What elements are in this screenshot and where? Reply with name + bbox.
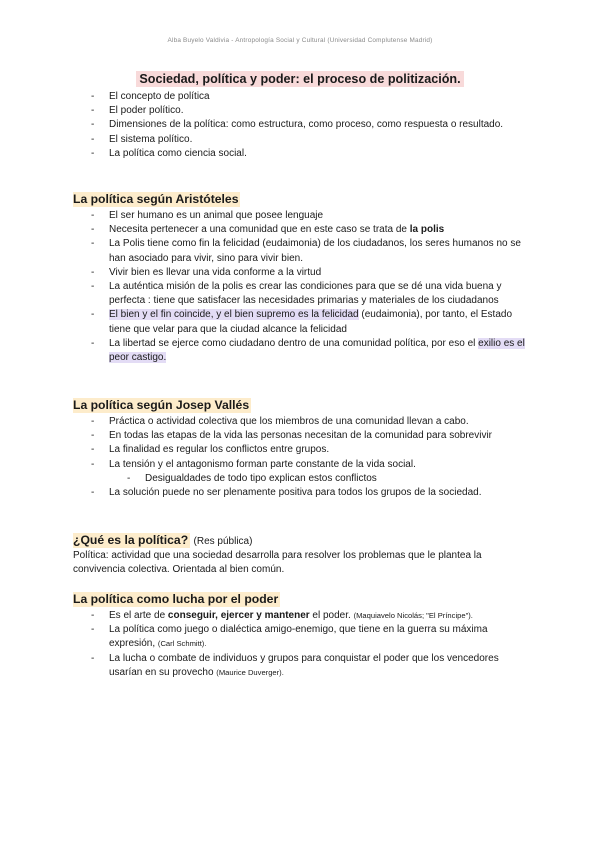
list-item: - El ser humano es un animal que posee lenguaje: [91, 209, 531, 223]
lucha-list: [91, 609, 511, 680]
list-item-text: La lucha o combate de individuos y grupos para conquistar el poder que los vencedores usarían en su provecho: [109, 652, 499, 678]
list-item: - En todas las etapas de la vida las personas necesitan de la comunidad para sobrevivir: [91, 429, 531, 443]
section-heading-text: ¿Qué es la política?: [73, 533, 189, 547]
document-title: [0, 72, 600, 86]
list-item: - La auténtica misión de la polis es crear las condiciones para que se dé una vida buena y perfecta : tiene que satisfacer las necesidades primarias y materiales de los ciudadanos: [91, 280, 531, 308]
list-item: [91, 308, 531, 336]
section-heading-valles: [73, 398, 251, 412]
list-item: - El poder político.: [91, 104, 521, 118]
list-item: - El sistema político.: [91, 133, 521, 147]
definition-paragraph: Política: actividad que una sociedad desarrolla para resolver los problemas que le plantea la convivencia colectiva. Orientada al bien común.: [73, 550, 482, 576]
citation: (Carl Schmitt).: [157, 639, 207, 649]
section-heading-text: La política según Josep Vallés: [73, 398, 250, 412]
list-item-text: Necesita pertenecer a una comunidad que en este caso se trata de: [109, 224, 410, 236]
highlighted-text: exilio es el peor castigo.: [109, 337, 525, 364]
bold-term: la polis: [409, 224, 445, 236]
section-heading-aristoteles: [73, 192, 240, 206]
header-note: Alba Buyelo Valdivia - Antropología Social y Cultural (Universidad Complutense Madrid): [167, 37, 433, 44]
list-item: - El concepto de política: [91, 90, 521, 104]
list-item: - Dimensiones de la política: como estructura, como proceso, como respuesta o resultado.: [91, 118, 521, 132]
list-item: [91, 609, 511, 623]
citation: (Maurice Duverger).: [216, 667, 284, 677]
highlighted-text: El bien y el fin coincide, y el bien supremo es la felicidad: [109, 309, 359, 321]
list-item: - La política como ciencia social.: [91, 147, 521, 161]
list-item: - Práctica o actividad colectiva que los miembros de una comunidad llevan a cabo.: [91, 415, 531, 429]
bold-term: conseguir, ejercer y mantener: [167, 610, 310, 621]
aristoteles-list: [91, 209, 531, 365]
list-item-text: Es el arte de: [109, 610, 168, 621]
section-heading-lucha: [73, 592, 280, 606]
document-title-text: Sociedad, política y poder: el proceso de politización.: [136, 71, 463, 87]
section-heading-text: La política según Aristóteles: [73, 192, 239, 206]
list-item: - La tensión y el antagonismo forman parte constante de la vida social.: [91, 458, 531, 472]
list-item: [91, 223, 531, 237]
list-item: - La Polis tiene como fin la felicidad (eudaimonia) de los ciudadanos, los seres humanos no se han asociado para vivir, sino para vivir bien.: [91, 237, 531, 265]
list-item-text: La libertad se ejerce como ciudadano dentro de una comunidad política, por eso el: [109, 337, 479, 349]
list-item: - La finalidad es regular los conflictos entre grupos.: [91, 443, 531, 457]
list-item-text: (eudaimonia), por tanto, el Estado tiene que velar para que la ciudad alcance la felicidad: [109, 309, 513, 335]
list-item: [91, 623, 511, 651]
section-heading-que-es: [73, 533, 252, 547]
valles-list: [91, 415, 531, 500]
intro-list: [91, 90, 521, 161]
list-item: - La solución puede no ser plenamente positiva para todos los grupos de la sociedad.: [91, 486, 531, 500]
section-heading-note: (Res pública): [193, 536, 253, 547]
list-item: - Vivir bien es llevar una vida conforme a la virtud: [91, 266, 531, 280]
citation: (Maquiavelo Nicolás; "El Príncipe").: [353, 611, 473, 620]
list-item: [91, 337, 531, 365]
list-item-text: La política como juego o dialéctica amigo-enemigo, que tiene en la guerra su máxima expresión,: [109, 624, 488, 650]
section-heading-text: La política como lucha por el poder: [73, 592, 279, 606]
list-item-text: el poder.: [309, 610, 354, 621]
list-item: [91, 652, 511, 680]
list-subitem: - Desigualdades de todo tipo explican estos conflictos: [91, 472, 531, 486]
